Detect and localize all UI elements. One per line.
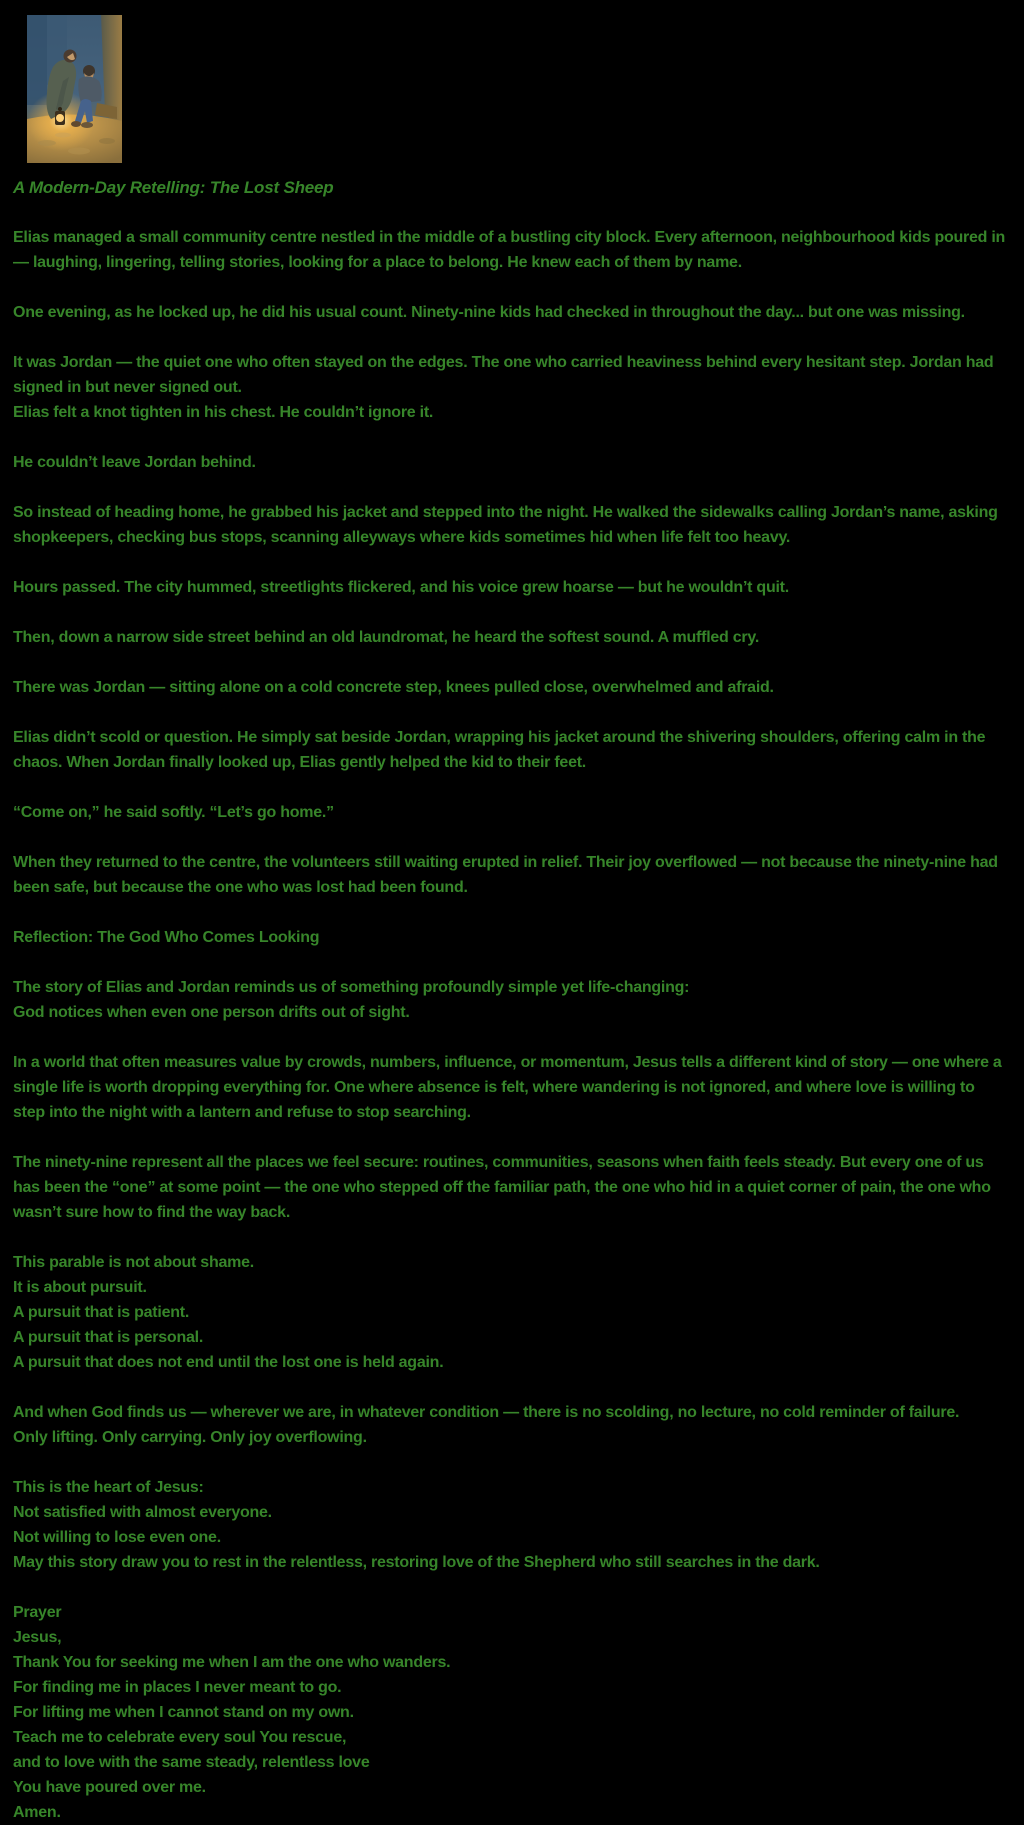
text-line: May this story draw you to rest in the relentless, restoring love of the Shepherd who still searches in the dark. (13, 1554, 820, 1571)
text-line: One evening, as he locked up, he did his usual count. Ninety-nine kids had checked in throughout the day... but one was missing. (13, 304, 965, 321)
text-line: The story of Elias and Jordan reminds us of something profoundly simple yet life-changing: (13, 979, 690, 996)
cobblestone (55, 133, 71, 138)
text-line: Not satisfied with almost everyone. (13, 1504, 272, 1521)
text-line: This parable is not about shame. (13, 1254, 254, 1271)
text-line: Hours passed. The city hummed, streetlights flickered, and his voice grew hoarse — but he wouldn’t quit. (13, 579, 789, 596)
text-line: Prayer (13, 1604, 62, 1621)
lantern-flame (56, 114, 64, 122)
text-line: Only lifting. Only carrying. Only joy overflowing. (13, 1429, 367, 1446)
text-line: There was Jordan — sitting alone on a cold concrete step, knees pulled close, overwhelmed and afraid. (13, 679, 774, 696)
prayer (13, 1600, 1010, 1825)
building-shadow (27, 15, 47, 105)
text-line: It was Jordan — the quiet one who often stayed on the edges. The one who carried heaviness behind every hesitant step. Jordan had signed in but never signed out. (13, 354, 994, 396)
cobblestone (68, 148, 90, 155)
text-line: For finding me in places I never meant to go. (13, 1679, 342, 1696)
story-paragraph (13, 675, 1010, 700)
reflection-paragraph (13, 975, 1010, 1025)
text-line: Not willing to lose even one. (13, 1529, 221, 1546)
lantern-comfort-painting (27, 15, 122, 163)
text-line: A pursuit that is patient. (13, 1304, 190, 1321)
boy-shoe (71, 121, 81, 127)
text-line: “Come on,” he said softly. “Let’s go home.” (13, 804, 334, 821)
text-line: A pursuit that does not end until the lost one is held again. (13, 1354, 444, 1371)
text-line: He couldn’t leave Jordan behind. (13, 454, 256, 471)
text-line: And when God finds us — wherever we are, in whatever condition — there is no scolding, no lecture, no cold reminder of failure. (13, 1404, 960, 1421)
text-line: and to love with the same steady, relentless love (13, 1754, 370, 1771)
text-line: Elias managed a small community centre nestled in the middle of a bustling city block. Every afternoon, neighbourhood kids poured in — laughing, lingering, telling stories, looking for a place to belong. He knew each of them by name. (13, 229, 1006, 271)
reflection-paragraph (13, 1475, 1010, 1575)
text-line: In a world that often measures value by crowds, numbers, influence, or momentum, Jesus tells a different kind of story — one where a single life is worth dropping everything for. One where absence is felt, where wandering is not ignored, and where love is willing to step into the night with a lantern and refuse to stop searching. (13, 1054, 1002, 1121)
text-line: So instead of heading home, he grabbed his jacket and stepped into the night. He walked the sidewalks calling Jordan’s name, asking shopkeepers, checking bus stops, scanning alleyways where kids sometimes hid when life felt too heavy. (13, 504, 998, 546)
text-line: It is about pursuit. (13, 1279, 147, 1296)
story-paragraph (13, 850, 1010, 900)
reflection-paragraph (13, 1050, 1010, 1125)
story-sections (13, 225, 1010, 1825)
text-line: For lifting me when I cannot stand on my own. (13, 1704, 354, 1721)
reflection-heading (13, 925, 1010, 950)
text-line: This is the heart of Jesus: (13, 1479, 204, 1496)
lantern-top (58, 107, 62, 111)
text-line: The ninety-nine represent all the places we feel secure: routines, communities, seasons when faith feels steady. But every one of us has been the “one” at some point — the one who stepped off the familiar path, the one who hid in a quiet corner of pain, the one who wasn’t sure how to find the way back. (13, 1154, 991, 1221)
story-paragraph (13, 800, 1010, 825)
text-line: Teach me to celebrate every soul You rescue, (13, 1729, 347, 1746)
text-line: Elias felt a knot tighten in his chest. He couldn’t ignore it. (13, 404, 434, 421)
text-line: Jesus, (13, 1629, 62, 1646)
reflection-paragraph (13, 1150, 1010, 1225)
story-paragraph (13, 625, 1010, 650)
story-paragraph (13, 450, 1010, 475)
text-line: Amen. (13, 1804, 61, 1821)
story-paragraph (13, 725, 1010, 775)
text-line: Then, down a narrow side street behind an old laundromat, he heard the softest sound. A muffled cry. (13, 629, 760, 646)
reflection-paragraph (13, 1400, 1010, 1450)
cobblestone (99, 138, 115, 144)
text-line: You have poured over me. (13, 1779, 206, 1796)
story-paragraph (13, 225, 1010, 275)
text-line: When they returned to the centre, the volunteers still waiting erupted in relief. Their joy overflowed — not because the ninety-nine had been safe, but because the one who was lost had been found. (13, 854, 998, 896)
text-line: Reflection: The God Who Comes Looking (13, 929, 320, 946)
text-line: Thank You for seeking me when I am the one who wanders. (13, 1654, 451, 1671)
story-paragraph (13, 500, 1010, 550)
story-paragraph (13, 575, 1010, 600)
story-paragraph (13, 300, 1010, 325)
text-line: A pursuit that is personal. (13, 1329, 204, 1346)
boy-jacket (78, 76, 101, 103)
story-paragraph (13, 350, 1010, 425)
cobblestone (38, 140, 56, 146)
text-line: Elias didn’t scold or question. He simply sat beside Jordan, wrapping his jacket around the shivering shoulders, offering calm in the chaos. When Jordan finally looked up, Elias gently helped the kid to their feet. (13, 729, 986, 771)
page-title: A Modern-Day Retelling: The Lost Sheep (13, 178, 334, 197)
reflection-paragraph (13, 1250, 1010, 1375)
boy-shoe (81, 122, 93, 128)
text-line: God notices when even one person drifts out of sight. (13, 1004, 410, 1021)
